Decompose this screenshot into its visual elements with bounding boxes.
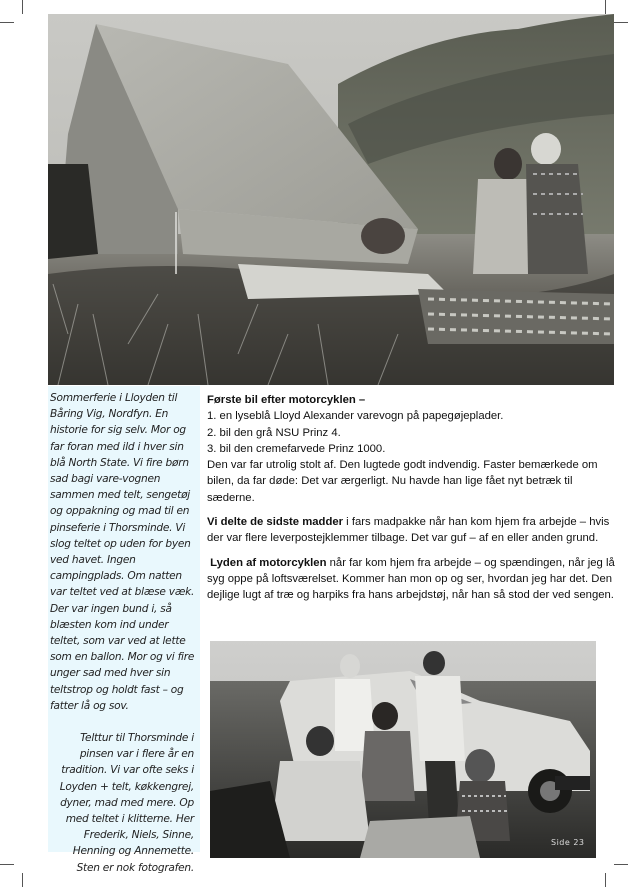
crop-mark (22, 0, 23, 14)
paragraph-text: når far kom hjem fra arbejde – og spændingen, når jeg lå syg oppe på loftsværelset. Kommer han mon op og ser, hvordan jeg har det. Den dejlige lugt af træ og harpiks fra hans arbejdstøj, når han så stod der ved sengen. (207, 556, 615, 602)
section-sandwiches (207, 514, 617, 547)
crop-mark (0, 22, 14, 23)
caption-paragraph: Telttur til Thorsminde i pinsen var i flere år en tradition. Vi var ofte seks i Loyden + telt, køkkengrej, dyner, mad med mere. Op med teltet i klitterne. Her Frederik, Niels, Sinne, Henning og Annemette. Sten er nok fotografen. (59, 732, 194, 874)
caption-paragraph: Sommerferie i Lloyden til Båring Vig, Nordfyn. En historie for sig selv. Mor og far foran med ild i hver sin blå North State. Vi fire børn sad bagi vare-vognen sammen med telt, sengetøj og oppakning og mad til en pinseferie i Thorsminde. Vi slog teltet op uden for byen ved havet. Ingen campingplads. Om natten var teltet ved at blæse væk. Der var ingen bund i, så blæsten kom ind under teltet, som var ved at lette som en ballon. Mor og vi fire unger sad med hver sin teltstrop og holdt fast – og fatter lå og sov. (50, 392, 195, 712)
crop-mark (614, 22, 628, 23)
crop-mark (614, 864, 628, 865)
list-item: 3. bil den cremefarvede Prinz 1000. (207, 442, 386, 455)
list-item: 1. en lyseblå Lloyd Alexander varevogn på papegøjeplader. (207, 410, 504, 423)
section-first-car (207, 392, 617, 506)
article-body (207, 392, 617, 612)
list-item: 2. bil den grå NSU Prinz 4. (207, 426, 341, 439)
crop-mark (0, 864, 14, 865)
lead-phrase: Lyden af motorcyklen (210, 556, 327, 569)
crop-mark (605, 873, 606, 887)
crop-mark (22, 873, 23, 887)
crop-mark (605, 0, 606, 14)
family-picnic-car-photo (210, 641, 596, 858)
section-motorcycle-sound (207, 555, 617, 604)
paragraph-text: Den var far utrolig stolt af. Den lugtede godt indvendig. Faster bemærkede om bilen, da far døde: Det var ærgerligt. Nu havde han lige fået nyt betræk til sæderne. (207, 459, 598, 504)
section-heading: Første bil efter motorcyklen – (207, 394, 366, 406)
photo-caption-sidebar (48, 386, 200, 874)
page-number: Side 23 (551, 838, 585, 847)
paragraph-text: i fars madpakke når han kom hjem fra arbejde – hvis der var flere leverpostejklemmer tilbage. Det var guf – af en eller anden grund. (207, 516, 610, 545)
lead-phrase: Vi delte de sidste madder (207, 516, 344, 529)
camping-tent-photo (48, 14, 614, 385)
